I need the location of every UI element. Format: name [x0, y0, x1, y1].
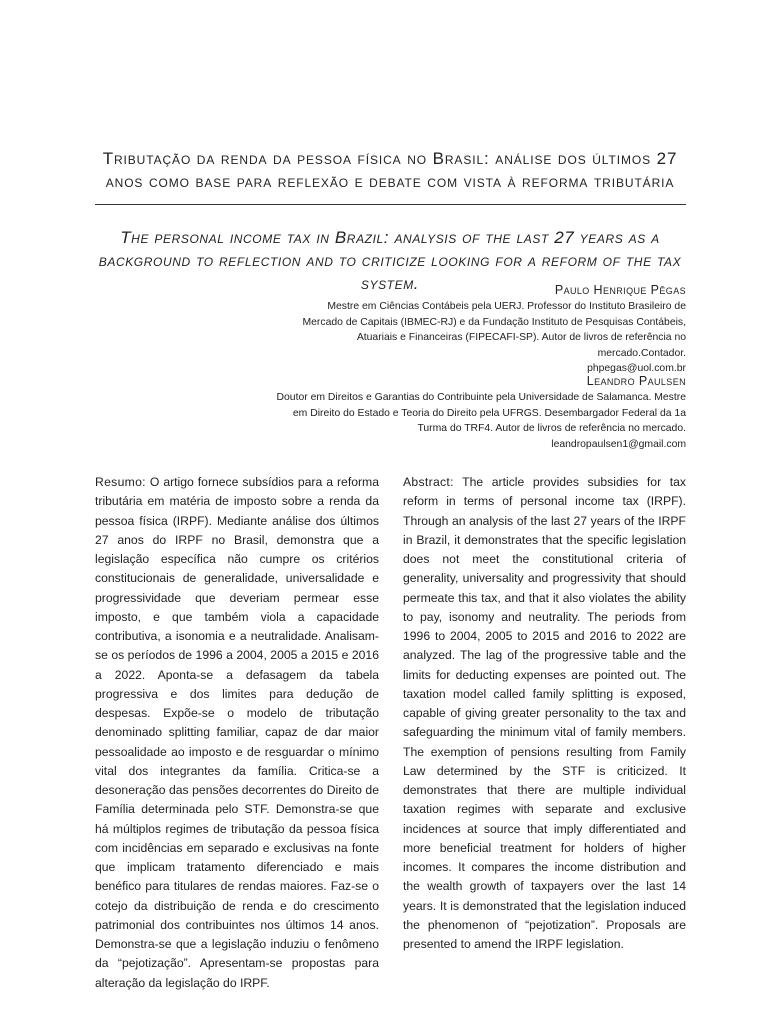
- article-title-english: The personal income tax in Brazil: analysis of the last 27 years as a background to reflection and to criticize looking for a reform of the tax system.: [98, 228, 682, 293]
- title-divider: [95, 204, 686, 205]
- abstract-text: The article provides subsidies for tax reform in terms of personal income tax (IRPF). Through an analysis of the last 27 years of the IRPF in Brazil, it demonstrates that the specific legislation does not meet the constitutional criteria of generality, universality and progressivity that should permeate this tax, and that it also violates the ability to pay, isonomy and neutrality. The periods from 1996 to 2004, 2005 to 2015 and 2016 to 2022 are analyzed. The lag of the progressive table and the limits for deducting expenses are pointed out. The taxation model called family splitting is exposed, capable of giving greater personality to the tax and safeguarding the minimum vital of family members. The exemption of pensions resulting from Family Law determined by the STF is criticized. It demonstrates that there are multiple individual taxation regimes with separate and exclusive incidences at source that imply differentiated and more beneficial treatment for holders of higher incomes. It compares the income distribution and the wealth growth of taxpayers over the last 14 years. It is demonstrated that the legislation induced the phenomenon of “pejotization”. Proposals are presented to amend the IRPF legislation.: [403, 475, 686, 951]
- abstract-english: [403, 473, 686, 954]
- author-email: phpegas@uol.com.br: [587, 363, 686, 374]
- author-bio: Mestre em Ciências Contábeis pela UERJ. Professor do Instituto Brasileiro de Mercado de Capitais (IBMEC-RJ) e da Fundação Instituto de Pesquisas Contábeis, Atuariais e Financeiras (FIPECAFI-SP). Autor de livros de referência no mercado.Contador.: [302, 301, 686, 359]
- abstract-portuguese: [95, 473, 379, 993]
- author-info-pegas: [286, 282, 686, 377]
- author-name: Paulo Henrique Pêgas: [554, 283, 686, 297]
- author-bio: Doutor em Direitos e Garantias do Contribuinte pela Universidade de Salamanca. Mestre em Direito do Estado e Teoria do Direito pela UFRGS. Desembargador Federal da 1a Turma do TRF4. Autor de livros de referência no mercado.: [276, 392, 686, 434]
- abstract-label: Resumo:: [95, 475, 146, 489]
- author-info-paulsen: [276, 373, 686, 452]
- article-title-portuguese: Tributação da renda da pessoa física no Brasil: análise dos últimos 27 anos como base para reflexão e debate com vista à reforma tributária: [102, 149, 678, 191]
- author-name: Leandro Paulsen: [586, 374, 686, 388]
- author-email: leandropaulsen1@gmail.com: [551, 438, 686, 450]
- abstract-label: Abstract:: [403, 475, 454, 489]
- abstract-text: O artigo fornece subsídios para a reforma tributária em matéria de imposto sobre a renda da pessoa física (IRPF). Mediante análise dos últimos 27 anos do IRPF no Brasil, demonstra que a legislação específica não cumpre os critérios constitucionais de generalidade, universalidade e progressividade que deveriam permear esse imposto, e que também viola a capacidade contributiva, a isonomia e a neutralidade. Analisam-se os períodos de 1996 a 2004, 2005 a 2015 e 2016 a 2022. Aponta-se a defasagem da tabela progressiva e dos limites para dedução de despesas. Expõe-se o modelo de tributação denominado splitting familiar, capaz de dar maior pessoalidade ao imposto e de resguardar o mínimo vital dos integrantes da família. Critica-se a desoneração das pensões decorrentes do Direito de Família determinada pelo STF. Demonstra-se que há múltiplos regimes de tributação da pessoa física com incidências em separado e exclusivas na fonte que implicam tratamento diferenciado e mais benéfico para titulares de rendas maiores. Faz-se o cotejo da distribuição de renda e do crescimento patrimonial dos contribuintes nos últimos 14 anos. Demonstra-se que a legislação induziu o fenômeno da “pejotização”. Apresentam-se propostas para alteração da legislação do IRPF.: [95, 475, 379, 990]
